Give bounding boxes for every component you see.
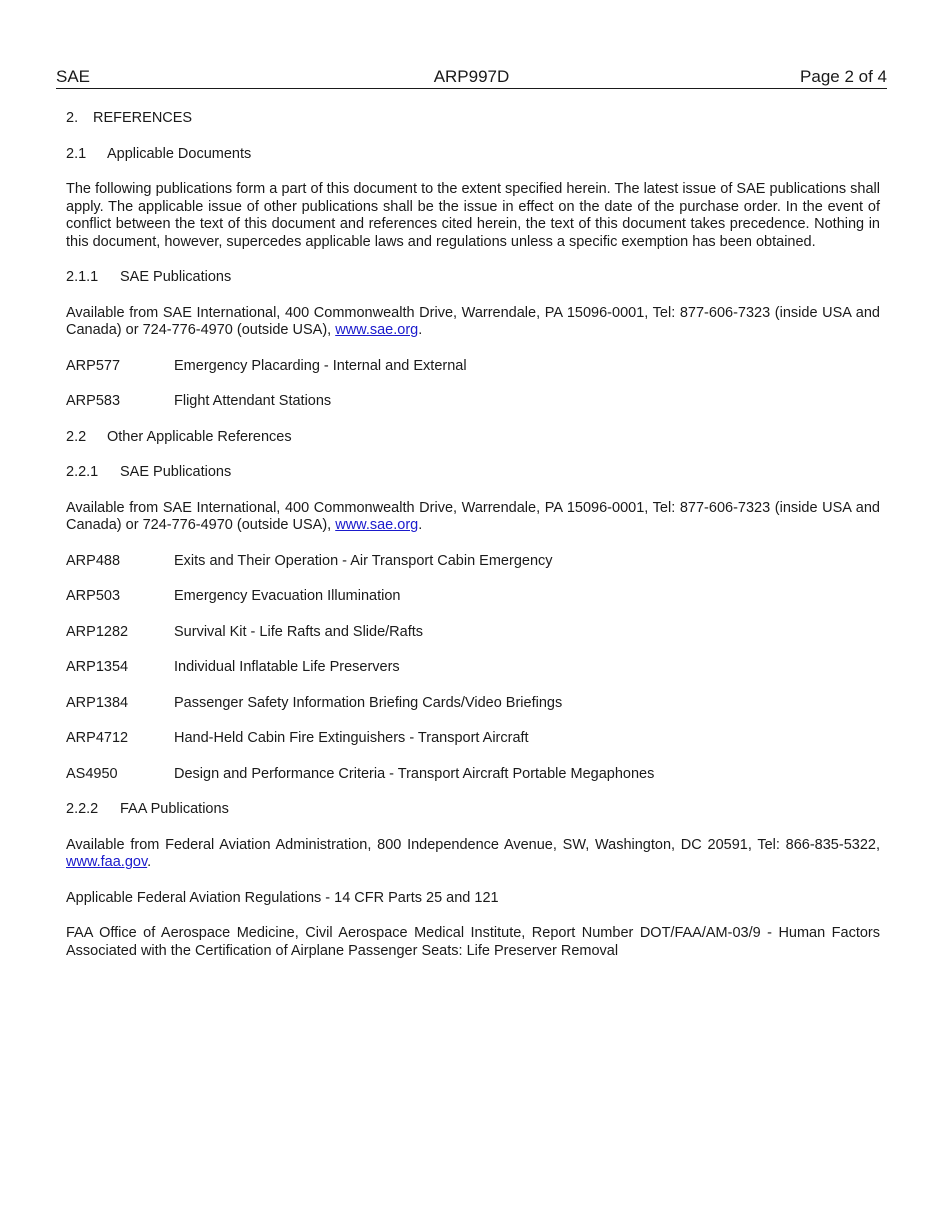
section-heading-applicable-documents — [66, 146, 880, 164]
reference-item — [66, 624, 880, 642]
section-title: Applicable Documents — [107, 145, 252, 162]
reference-code: ARP503 — [66, 588, 121, 604]
section-title: REFERENCES — [93, 110, 193, 126]
reference-item — [66, 766, 880, 784]
reference-title: Exits and Their Operation - Air Transport Cabin Emergency — [174, 552, 553, 569]
reference-code: ARP583 — [66, 393, 121, 409]
period: . — [147, 854, 152, 870]
section-title: Other Applicable References — [107, 428, 292, 445]
header-organization: SAE — [56, 67, 91, 86]
sae-website-link-2[interactable]: www.sae.org — [335, 517, 419, 533]
reference-title: Individual Inflatable Life Preservers — [174, 659, 400, 675]
section-title: FAA Publications — [120, 801, 229, 817]
reference-code: ARP1282 — [66, 623, 129, 640]
header-document-number: ARP997D — [433, 67, 510, 86]
availability-text: Available from SAE International, 400 Commonwealth Drive, Warrendale, PA 15096-0001, Tel: 877-606-7323 (inside USA and Canada) or 724-776-4970 (outside USA), — [66, 304, 880, 338]
reference-code: ARP577 — [66, 357, 121, 374]
section-number: 2. — [66, 110, 79, 126]
reference-code: ARP1354 — [66, 659, 129, 675]
faa-report-paragraph: FAA Office of Aerospace Medicine, Civil Aerospace Medical Institute, Report Number DOT/FAA/AM-03/9 - Human Factors Associated with the Certification of Airplane Passenger Seats: Life Preserver Removal — [66, 925, 880, 959]
section-heading-sae-publications — [66, 269, 880, 287]
reference-item — [66, 659, 880, 677]
reference-title: Hand-Held Cabin Fire Extinguishers - Transport Aircraft — [174, 730, 529, 746]
sae-website-link[interactable]: www.sae.org — [335, 322, 419, 338]
faa-availability-paragraph — [66, 837, 880, 872]
section-title: SAE Publications — [120, 464, 232, 480]
period: . — [418, 517, 423, 533]
reference-title: Passenger Safety Information Briefing Cards/Video Briefings — [174, 694, 563, 711]
sae-availability-paragraph — [66, 305, 880, 340]
reference-code: ARP4712 — [66, 730, 129, 746]
section-number: 2.1 — [66, 145, 87, 162]
reference-title: Survival Kit - Life Rafts and Slide/Rafts — [174, 623, 424, 640]
section-number: 2.2.1 — [66, 464, 99, 480]
header-page-number: Page 2 of 4 — [800, 67, 887, 86]
reference-code: ARP488 — [66, 552, 121, 569]
section-heading-other-references — [66, 429, 880, 447]
reference-item — [66, 393, 880, 411]
far-reference-paragraph: Applicable Federal Aviation Regulations - 14 CFR Parts 25 and 121 — [66, 889, 499, 906]
reference-title: Emergency Placarding - Internal and External — [174, 357, 467, 374]
reference-title: Emergency Evacuation Illumination — [174, 588, 401, 604]
reference-item — [66, 588, 880, 606]
sae-availability-paragraph-2 — [66, 500, 880, 535]
reference-title: Design and Performance Criteria - Transport Aircraft Portable Megaphones — [174, 765, 655, 782]
period: . — [418, 322, 423, 338]
section-number: 2.2.2 — [66, 801, 99, 817]
reference-item — [66, 358, 880, 376]
faa-website-link[interactable]: www.faa.gov — [66, 854, 148, 870]
availability-text: Available from Federal Aviation Administration, 800 Independence Avenue, SW, Washington, DC 20591, Tel: 866-835-5322, — [66, 836, 880, 853]
reference-title: Flight Attendant Stations — [174, 393, 332, 409]
section-number: 2.2 — [66, 428, 87, 445]
reference-code: AS4950 — [66, 765, 118, 782]
page-header — [56, 66, 887, 89]
applicable-documents-paragraph: The following publications form a part of this document to the extent specified herein. The latest issue of SAE publications shall apply. The applicable issue of other publications shall be the issue in effect on the date of the purchase order. In the event of conflict between the text of this document and references cited herein, the text of this document takes precedence. Nothing in this document, however, supercedes applicable laws and regulations unless a specific exemption has been obtained. — [66, 181, 880, 250]
section-title: SAE Publications — [120, 269, 232, 285]
availability-text: Available from SAE International, 400 Commonwealth Drive, Warrendale, PA 15096-0001, Tel: 877-606-7323 (inside USA and Canada) or 724-776-4970 (outside USA), — [66, 499, 880, 533]
reference-item — [66, 730, 880, 748]
reference-item — [66, 695, 880, 713]
section-number: 2.1.1 — [66, 269, 99, 285]
section-heading-references — [66, 110, 880, 128]
reference-code: ARP1384 — [66, 694, 129, 711]
document-body — [66, 110, 880, 978]
section-heading-sae-publications-2 — [66, 464, 880, 482]
section-heading-faa-publications — [66, 801, 880, 819]
reference-item — [66, 553, 880, 571]
